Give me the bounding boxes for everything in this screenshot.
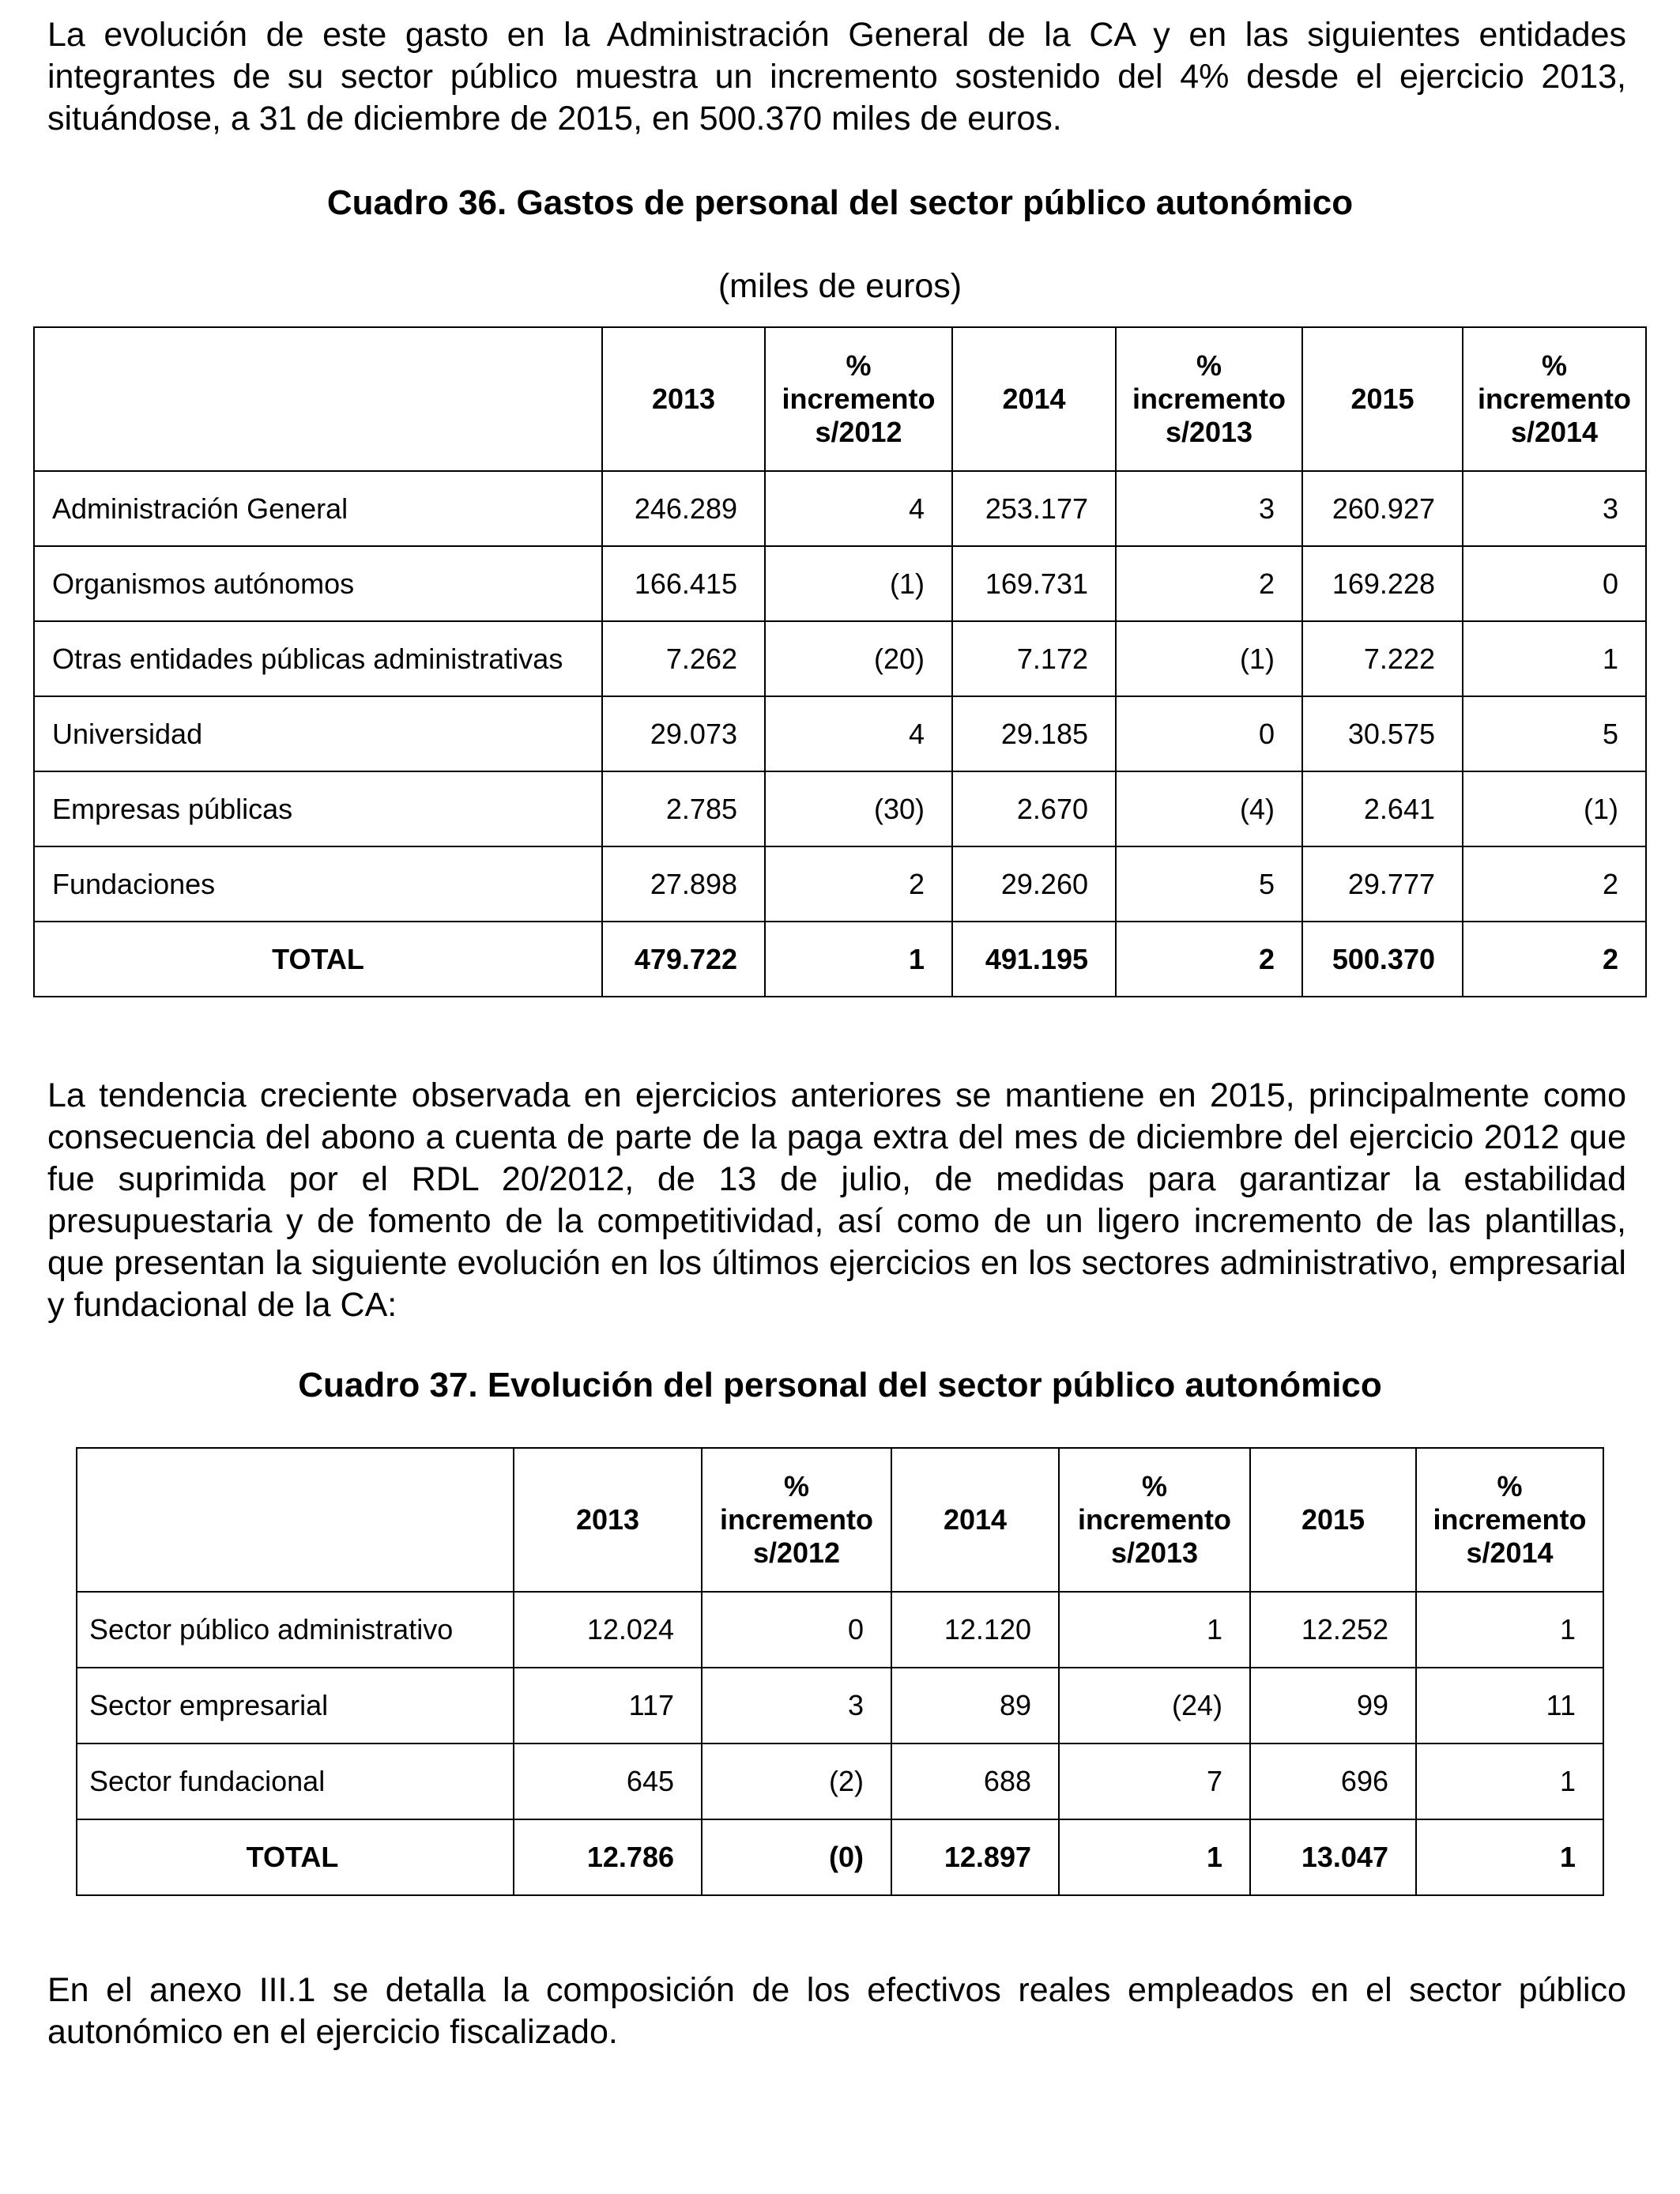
- value-cell: 117: [514, 1668, 702, 1744]
- value-cell: 491.195: [952, 922, 1116, 997]
- value-cell: 7: [1059, 1744, 1250, 1819]
- value-cell: 2: [1116, 546, 1302, 621]
- value-cell: 12.252: [1250, 1592, 1416, 1668]
- value-cell: 260.927: [1302, 471, 1463, 546]
- header-line: s/2013: [1165, 416, 1253, 448]
- header-line: incremento: [1132, 383, 1286, 415]
- table-row: [77, 1744, 1603, 1819]
- header-cell: 2013: [602, 327, 765, 471]
- row-label: TOTAL: [34, 922, 602, 997]
- row-label: Administración General: [34, 471, 602, 546]
- header-cell: 2015: [1250, 1448, 1416, 1592]
- header-line: s/2012: [752, 1536, 841, 1569]
- value-cell: 12.786: [514, 1819, 702, 1895]
- header-cell: [765, 327, 952, 471]
- value-cell: 4: [765, 471, 952, 546]
- value-cell: 4: [765, 696, 952, 771]
- header-row: [34, 327, 1646, 471]
- row-label: Fundaciones: [34, 846, 602, 922]
- value-cell: 2.641: [1302, 771, 1463, 846]
- value-cell: 1: [1463, 621, 1646, 696]
- value-cell: 5: [1463, 696, 1646, 771]
- value-cell: 0: [1463, 546, 1646, 621]
- value-cell: 89: [891, 1668, 1059, 1744]
- total-row: [34, 922, 1646, 997]
- value-cell: 2: [765, 846, 952, 922]
- value-cell: 0: [1116, 696, 1302, 771]
- value-cell: 7.172: [952, 621, 1116, 696]
- value-cell: (1): [1116, 621, 1302, 696]
- header-cell: 2013: [514, 1448, 702, 1592]
- table37: [76, 1447, 1604, 1896]
- value-cell: 688: [891, 1744, 1059, 1819]
- value-cell: 29.260: [952, 846, 1116, 922]
- value-cell: (1): [765, 546, 952, 621]
- header-line: incremento: [782, 383, 936, 415]
- header-cell: [1059, 1448, 1250, 1592]
- header-line: %: [1141, 1470, 1167, 1502]
- header-line: incremento: [1477, 383, 1632, 415]
- value-cell: 2.670: [952, 771, 1116, 846]
- value-cell: 500.370: [1302, 922, 1463, 997]
- value-cell: 29.185: [952, 696, 1116, 771]
- value-cell: 0: [702, 1592, 891, 1668]
- value-cell: 253.177: [952, 471, 1116, 546]
- header-line: s/2012: [815, 416, 902, 448]
- table-row: [34, 696, 1646, 771]
- table-row: [34, 846, 1646, 922]
- value-cell: 27.898: [602, 846, 765, 922]
- table37-caption: Cuadro 37. Evolución del personal del sector público autonómico: [298, 1366, 1382, 1404]
- value-cell: 2: [1116, 922, 1302, 997]
- header-line: s/2014: [1466, 1536, 1554, 1569]
- table-row: [34, 471, 1646, 546]
- value-cell: 169.228: [1302, 546, 1463, 621]
- table36-units: (miles de euros): [718, 267, 962, 305]
- table36-caption: Cuadro 36. Gastos de personal del sector público autonómico: [326, 183, 1354, 222]
- header-line: %: [1541, 349, 1567, 382]
- header-row: [77, 1448, 1603, 1592]
- row-label: Universidad: [34, 696, 602, 771]
- value-cell: 29.777: [1302, 846, 1463, 922]
- header-cell: [1116, 327, 1302, 471]
- header-line: s/2013: [1110, 1536, 1199, 1569]
- value-cell: 479.722: [602, 922, 765, 997]
- row-label: Otras entidades públicas administrativas: [34, 621, 602, 696]
- header-cell: [1416, 1448, 1603, 1592]
- header-line: incremento: [719, 1503, 874, 1536]
- closing-paragraph: En el anexo III.1 se detalla la composición de los efectivos reales empleados en el sector público autonómico en el ejercicio fiscalizado.: [47, 1971, 1626, 2051]
- value-cell: 169.731: [952, 546, 1116, 621]
- value-cell: 29.073: [602, 696, 765, 771]
- row-label: Sector público administrativo: [77, 1592, 514, 1668]
- header-cell: 2014: [891, 1448, 1059, 1592]
- value-cell: 3: [1116, 471, 1302, 546]
- value-cell: 1: [1416, 1819, 1603, 1895]
- table-row: [34, 621, 1646, 696]
- row-label: Empresas públicas: [34, 771, 602, 846]
- middle-paragraph: La tendencia creciente observada en ejercicios anteriores se mantiene en 2015, principalmente como consecuencia del abono a cuenta de parte de la paga extra del mes de diciembre del ejercicio 2012 que fue suprimida por el RDL 20/2012, de 13 de julio, de medidas para garantizar la estabilidad presupuestaria y de fomento de la competitividad, así como de un ligero incremento de las plantillas, que presentan la siguiente evolución en los últimos ejercicios en los sectores administrativo, empresarial y fundacional de la CA:: [47, 1076, 1626, 1324]
- value-cell: (20): [765, 621, 952, 696]
- header-line: %: [846, 349, 872, 382]
- header-line: %: [1497, 1470, 1523, 1502]
- value-cell: 99: [1250, 1668, 1416, 1744]
- value-cell: 1: [765, 922, 952, 997]
- value-cell: 13.047: [1250, 1819, 1416, 1895]
- value-cell: 1: [1416, 1744, 1603, 1819]
- value-cell: 12.120: [891, 1592, 1059, 1668]
- header-line: %: [783, 1470, 809, 1502]
- value-cell: 7.222: [1302, 621, 1463, 696]
- header-cell: 2015: [1302, 327, 1463, 471]
- value-cell: 30.575: [1302, 696, 1463, 771]
- value-cell: 645: [514, 1744, 702, 1819]
- header-cell: [702, 1448, 891, 1592]
- table-row: [77, 1592, 1603, 1668]
- value-cell: (30): [765, 771, 952, 846]
- header-line: s/2014: [1510, 416, 1599, 448]
- value-cell: 7.262: [602, 621, 765, 696]
- header-cell-empty: [77, 1448, 514, 1592]
- value-cell: 1: [1059, 1819, 1250, 1895]
- table36: [33, 326, 1647, 997]
- table-row: [34, 546, 1646, 621]
- row-label: Sector empresarial: [77, 1668, 514, 1744]
- row-label: Organismos autónomos: [34, 546, 602, 621]
- total-row: [77, 1819, 1603, 1895]
- value-cell: 12.024: [514, 1592, 702, 1668]
- value-cell: 2: [1463, 846, 1646, 922]
- value-cell: (1): [1463, 771, 1646, 846]
- header-line: incremento: [1077, 1503, 1232, 1536]
- value-cell: 2: [1463, 922, 1646, 997]
- value-cell: 5: [1116, 846, 1302, 922]
- header-cell: [1463, 327, 1646, 471]
- value-cell: (0): [702, 1819, 891, 1895]
- value-cell: 12.897: [891, 1819, 1059, 1895]
- header-line: incremento: [1433, 1503, 1587, 1536]
- value-cell: 3: [1463, 471, 1646, 546]
- value-cell: (4): [1116, 771, 1302, 846]
- value-cell: 11: [1416, 1668, 1603, 1744]
- value-cell: (24): [1059, 1668, 1250, 1744]
- row-label: Sector fundacional: [77, 1744, 514, 1819]
- table-row: [34, 771, 1646, 846]
- header-line: %: [1196, 349, 1222, 382]
- value-cell: 166.415: [602, 546, 765, 621]
- value-cell: 1: [1059, 1592, 1250, 1668]
- table-row: [77, 1668, 1603, 1744]
- value-cell: 2.785: [602, 771, 765, 846]
- value-cell: 3: [702, 1668, 891, 1744]
- header-cell: 2014: [952, 327, 1116, 471]
- value-cell: 246.289: [602, 471, 765, 546]
- value-cell: 1: [1416, 1592, 1603, 1668]
- intro-paragraph: La evolución de este gasto en la Administración General de la CA y en las siguientes entidades integrantes de su sector público muestra un incremento sostenido del 4% desde el ejercicio 2013, situándose, a 31 de diciembre de 2015, en 500.370 miles de euros.: [47, 16, 1626, 138]
- value-cell: (2): [702, 1744, 891, 1819]
- value-cell: 696: [1250, 1744, 1416, 1819]
- header-cell-empty: [34, 327, 602, 471]
- row-label: TOTAL: [77, 1819, 514, 1895]
